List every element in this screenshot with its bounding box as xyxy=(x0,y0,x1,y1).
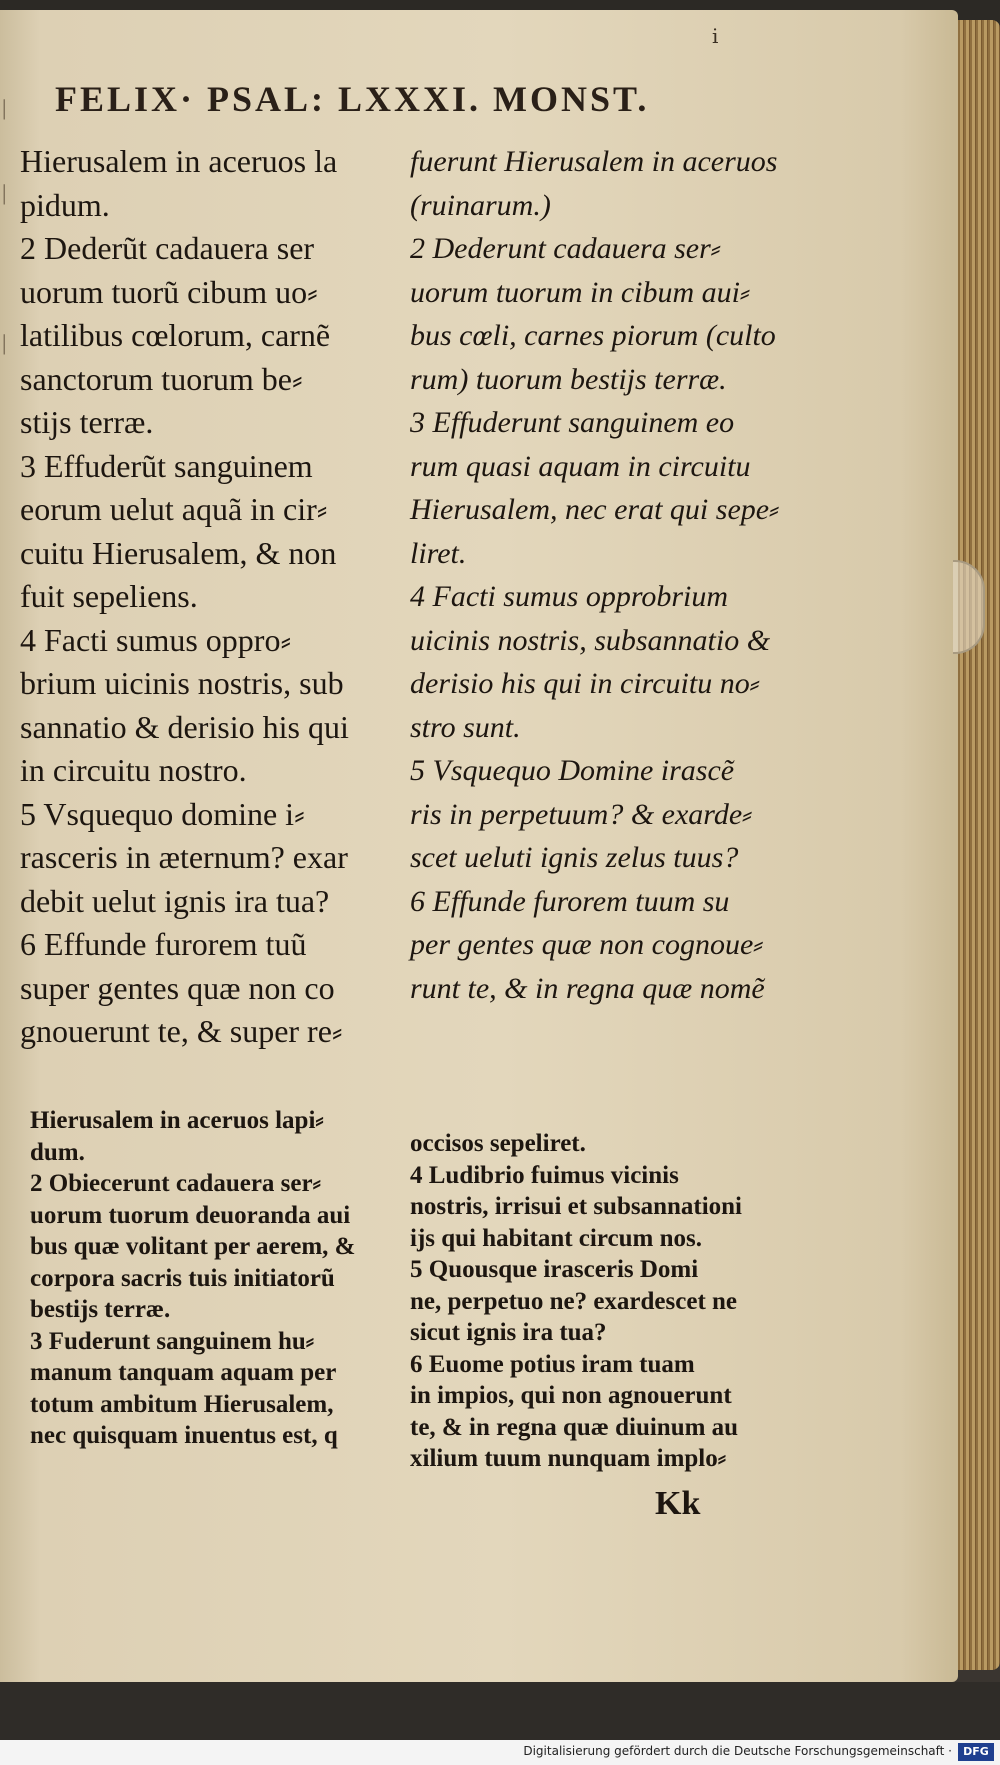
text-line: nostris, irrisui et subsannationi xyxy=(410,1193,743,1220)
text-line: 6 Effunde furorem tuũ xyxy=(20,926,307,962)
text-line: bestijs terræ. xyxy=(30,1296,171,1323)
text-line: cuitu Hierusalem, & non xyxy=(20,534,337,571)
upper-right-column xyxy=(410,140,828,1010)
text-line: uorum tuorũ cibum uo⸗ xyxy=(20,273,318,310)
text-line: uorum tuorum deuoranda aui xyxy=(30,1201,351,1229)
text-line: uorum tuorum in cibum aui⸗ xyxy=(410,275,750,309)
text-line: 6 Euome potius iram tuam xyxy=(410,1350,695,1378)
top-mark: ⅰ xyxy=(712,26,719,48)
text-line: fuit sepeliens. xyxy=(20,578,198,614)
margin-mark: | xyxy=(2,330,7,355)
text-line: 5 Quousque irasceris Domi xyxy=(410,1256,699,1283)
text-line: latilibus cœlorum, carnẽ xyxy=(20,317,331,353)
footer-bar xyxy=(0,1740,1000,1765)
text-line: bus cœli, carnes piorum (culto xyxy=(410,319,776,352)
text-line: rum quasi aquam in circuitu xyxy=(410,449,751,483)
text-line: corpora sacris tuis initiatorũ xyxy=(30,1264,335,1292)
text-line: Hierusalem in aceruos la xyxy=(20,143,338,179)
text-line: bus quæ volitant per aerem, & xyxy=(30,1233,356,1260)
text-line: rasceris in æternum? exar xyxy=(20,839,348,875)
text-line: 5 Vsquequo Domine irascẽ xyxy=(410,754,735,787)
text-line: te, & in regna quæ diuinum au xyxy=(410,1413,739,1441)
text-line: super gentes quæ non co xyxy=(20,969,335,1006)
text-line: ris in perpetuum? & exarde⸗ xyxy=(410,797,753,831)
text-line: 4 Facti sumus opprobrium xyxy=(410,580,729,613)
text-line: sicut ignis ira tua? xyxy=(410,1319,607,1346)
text-line: derisio his qui in circuitu no⸗ xyxy=(410,667,760,700)
margin-mark: | xyxy=(2,180,7,205)
text-line: runt te, & in regna quæ nomẽ xyxy=(410,971,765,1005)
footer-credit: Digitalisierung gefördert durch die Deutsche Forschungsgemeinschaft · xyxy=(523,1744,952,1758)
dfg-logo: DFG xyxy=(958,1743,994,1761)
text-line: nec quisquam inuentus est, q xyxy=(30,1422,338,1449)
text-line: pidum. xyxy=(20,186,110,223)
text-line: occisos sepeliret. xyxy=(410,1130,586,1157)
text-line: 2 Dederunt cadauera ser⸗ xyxy=(410,232,721,265)
text-line: (ruinarum.) xyxy=(410,188,551,222)
text-line: stijs terræ. xyxy=(20,404,154,440)
text-line: gnouerunt te, & super re⸗ xyxy=(20,1013,343,1049)
scan-bottom-border xyxy=(0,1682,1000,1740)
lower-right-column xyxy=(410,1128,815,1475)
text-line: scet ueluti ignis zelus tuus? xyxy=(410,841,739,874)
text-line: sannatio & derisio his qui xyxy=(20,708,349,745)
lower-left-column xyxy=(30,1105,400,1452)
text-line: totum ambitum Hierusalem, xyxy=(30,1390,334,1418)
signature-mark: Kk xyxy=(655,1485,701,1522)
text-line: 3 Effuderunt sanguinem eo xyxy=(410,406,735,439)
text-line: 4 Ludibrio fuimus vicinis xyxy=(410,1161,679,1189)
text-line: Hierusalem, nec erat qui sepe⸗ xyxy=(410,493,780,526)
text-line: Hierusalem in aceruos lapi⸗ xyxy=(30,1107,324,1134)
text-line: rum) tuorum bestijs terræ. xyxy=(410,362,727,396)
text-line: debit uelut ignis ira tua? xyxy=(20,882,330,919)
text-line: in impios, qui non agnouerunt xyxy=(410,1382,732,1409)
text-line: 2 Obiecerunt cadauera ser⸗ xyxy=(30,1170,321,1197)
text-line: 6 Effunde furorem tuum su xyxy=(410,884,730,918)
text-line: liret. xyxy=(410,536,467,570)
text-line: xilium tuum nunquam implo⸗ xyxy=(410,1445,727,1472)
page-edge xyxy=(958,20,1000,1670)
text-line: 2 Dederũt cadauera ser xyxy=(20,230,315,266)
text-line: in circuitu nostro. xyxy=(20,752,247,788)
text-line: fuerunt Hierusalem in aceruos xyxy=(410,145,778,178)
text-line: ne, perpetuo ne? exardescet ne xyxy=(410,1287,738,1315)
text-line: sanctorum tuorum be⸗ xyxy=(20,360,303,397)
margin-mark: | xyxy=(2,95,7,120)
text-line: manum tanquam aquam per xyxy=(30,1359,337,1386)
text-line: brium uicinis nostris, sub xyxy=(20,665,344,701)
running-head: FELIX· PSAL: LXXXI. MONST. xyxy=(55,79,650,119)
text-line: uicinis nostris, subsannatio & xyxy=(410,623,771,657)
text-line: ijs qui habitant circum nos. xyxy=(410,1224,702,1252)
upper-left-column xyxy=(20,140,388,1054)
text-line: 5 Vsquequo domine i⸗ xyxy=(20,795,305,832)
text-line: eorum uelut aquã in cir⸗ xyxy=(20,491,328,527)
text-line: 3 Fuderunt sanguinem hu⸗ xyxy=(30,1327,315,1355)
text-line: 3 Effuderũt sanguinem xyxy=(20,447,313,484)
text-line: dum. xyxy=(30,1138,85,1166)
page-clip xyxy=(953,560,985,654)
text-line: stro sunt. xyxy=(410,710,521,744)
text-line: 4 Facti sumus oppro⸗ xyxy=(20,621,292,658)
text-line: per gentes quæ non cognoue⸗ xyxy=(410,928,764,961)
